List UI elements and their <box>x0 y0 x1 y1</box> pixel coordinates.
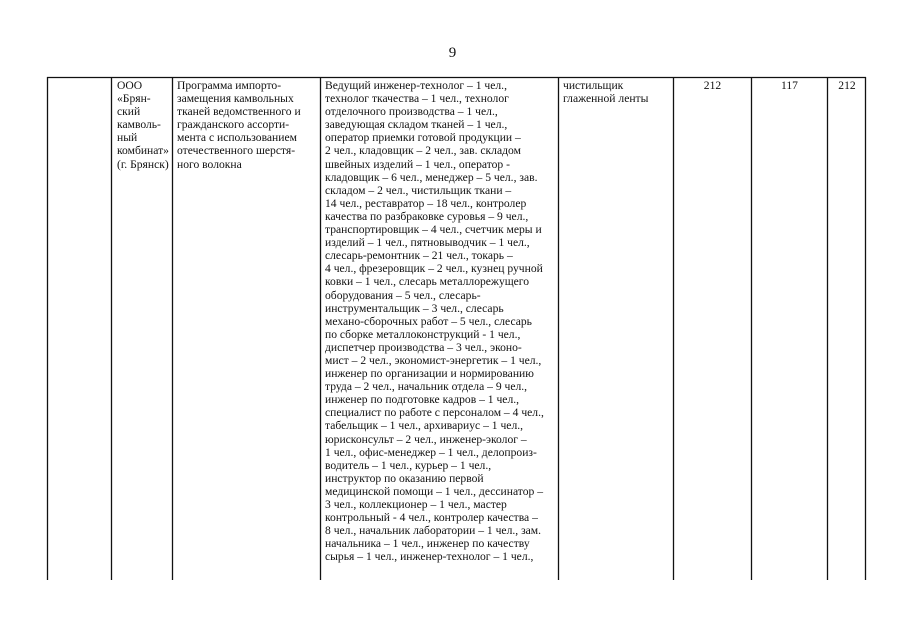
program-text-line: Программа импорто- <box>177 79 282 92</box>
value-cell-1: 212 <box>703 79 722 92</box>
positions-text-line: по сборке металлоконструкций - 1 чел., <box>325 327 521 341</box>
organization-text-line: (г. Брянск) <box>117 157 169 171</box>
positions-text-line: труда – 2 чел., начальник отдела – 9 чел., <box>325 380 528 394</box>
program-text-line: мента с использованием <box>177 131 297 145</box>
positions-text-line: инструктор по оказанию первой <box>325 471 484 485</box>
positions-text-line: контрольный - 4 чел., контролер качества – <box>325 511 538 525</box>
program-text-line: тканей ведомственного и <box>177 105 301 119</box>
positions-text-line: 2 чел., кладовщик – 2 чел., зав. складом <box>325 144 521 158</box>
program-text-line: замещения камвольных <box>177 92 294 106</box>
positions-cell <box>325 79 544 563</box>
positions-text-line: мист – 2 чел., экономист-энергетик – 1 чел., <box>325 353 542 367</box>
extra-positions-cell <box>563 79 648 105</box>
positions-text-line: заведующая складом тканей – 1 чел., <box>325 118 508 132</box>
positions-text-line: диспетчер производства – 3 чел., эконо- <box>325 340 522 354</box>
program-text-line: ного волокна <box>177 157 242 171</box>
positions-text-line: складом – 2 чел., чистильщик ткани – <box>325 183 512 197</box>
positions-text-line: технолог ткачества – 1 чел., технолог <box>325 92 509 106</box>
positions-text-line: оператор приемки готовой продукции – <box>325 131 521 145</box>
positions-text-line: инженер по организации и нормированию <box>325 367 534 381</box>
positions-text-line: ковки – 1 чел., слесарь металлорежущего <box>325 275 530 289</box>
positions-text-line: 3 чел., коллекционер – 1 чел., мастер <box>325 498 507 511</box>
positions-text-line: швейных изделий – 1 чел., оператор - <box>325 157 510 171</box>
positions-text-line: начальника – 1 чел., инженер по качеству <box>325 537 530 551</box>
positions-text-line: транспортировщик – 4 чел., счетчик меры и <box>325 223 542 237</box>
positions-text-line: 4 чел., фрезеровщик – 2 чел., кузнец ручной <box>325 262 543 276</box>
organization-text-line: ный <box>117 131 138 145</box>
positions-text-line: 14 чел., реставратор – 18 чел., контролер <box>325 196 527 210</box>
organization-text-line: камволь- <box>117 118 161 132</box>
organization-text-line: ООО <box>117 79 143 92</box>
positions-text-line: табельщик – 1 чел., архивариус – 1 чел., <box>325 419 524 433</box>
positions-text-line: слесарь-ремонтник – 21 чел., токарь – <box>325 249 513 263</box>
positions-text-line: сырья – 1 чел., инженер-технолог – 1 чел., <box>325 550 534 564</box>
positions-text-line: инструментальщик – 3 чел., слесарь <box>325 301 504 315</box>
positions-text-line: оборудования – 5 чел., слесарь- <box>325 288 481 302</box>
positions-text-line: специалист по работе с персоналом – 4 чел., <box>325 406 544 420</box>
positions-text-line: инженер по подготовке кадров – 1 чел., <box>325 393 520 407</box>
program-text-line: гражданского ассорти- <box>177 118 290 132</box>
positions-text-line: медицинской помощи – 1 чел., дессинатор – <box>325 484 544 498</box>
positions-text-line: 8 чел., начальник лаборатории – 1 чел., зам. <box>325 524 542 538</box>
positions-text-line: кладовщик – 6 чел., менеджер – 5 чел., зав. <box>325 170 538 184</box>
extra-positions-text-line: чистильщик <box>563 79 624 92</box>
program-cell <box>177 79 301 171</box>
positions-text-line: 1 чел., офис-менеджер – 1 чел., делопроиз- <box>325 445 537 459</box>
organization-text-line: «Брян- <box>117 92 151 106</box>
positions-text-line: Ведущий инженер-технолог – 1 чел., <box>325 79 507 92</box>
positions-text-line: изделий – 1 чел., пятновыводчик – 1 чел., <box>325 236 530 250</box>
program-text-line: отечественного шерстя- <box>177 144 296 158</box>
value-cell-2: 117 <box>781 79 798 92</box>
positions-text-line: отделочного производства – 1 чел., <box>325 105 498 119</box>
extra-positions-text-line: глаженной ленты <box>563 92 649 106</box>
organization-cell <box>117 79 169 171</box>
positions-text-line: юрисконсульт – 2 чел., инженер-эколог – <box>325 432 527 446</box>
positions-text-line: водитель – 1 чел., курьер – 1 чел., <box>325 458 492 472</box>
page-number: 9 <box>448 45 457 61</box>
organization-text-line: ский <box>117 105 141 119</box>
value-cell-3: 212 <box>838 79 856 92</box>
positions-text-line: качества по разбраковке суровья – 9 чел., <box>325 209 529 223</box>
organization-text-line: комбинат» <box>117 144 169 158</box>
positions-text-line: механо-сборочных работ – 5 чел., слесарь <box>325 314 532 328</box>
